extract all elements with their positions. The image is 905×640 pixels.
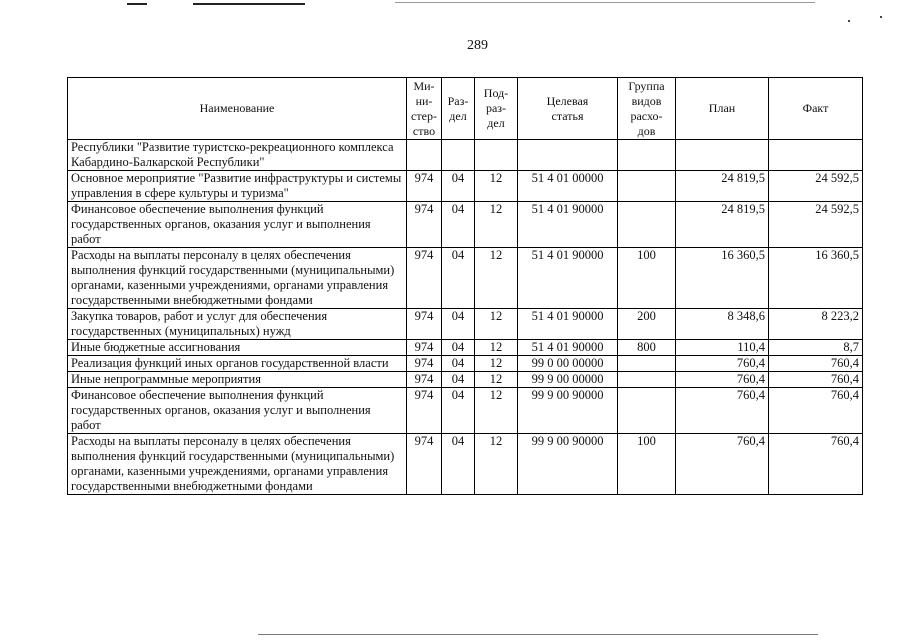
cell-target: 51 4 01 00000 [518, 171, 618, 202]
table-row [68, 171, 863, 202]
cell-ministry: 974 [407, 202, 442, 248]
cell-plan: 760,4 [676, 356, 769, 372]
cell-fact: 760,4 [769, 434, 863, 495]
cell-group: 100 [618, 248, 676, 309]
cell-section: 04 [442, 356, 475, 372]
scan-speck-2 [880, 16, 882, 18]
header-fact: Факт [769, 78, 863, 140]
cell-target: 51 4 01 90000 [518, 309, 618, 340]
cell-name: Расходы на выплаты персоналу в целях обеспечения выполнения функций государственными (муниципальными) органами, казенными учреждениями, органами управления государственными внебюджетными фондами [68, 248, 407, 309]
table-row [68, 248, 863, 309]
table-row [68, 309, 863, 340]
cell-section: 04 [442, 202, 475, 248]
scan-mark-top-2 [193, 3, 305, 5]
cell-ministry: 974 [407, 248, 442, 309]
budget-table [67, 77, 863, 495]
cell-target [518, 140, 618, 171]
cell-name: Финансовое обеспечение выполнения функций государственных органов, оказания услуг и выполнения работ [68, 388, 407, 434]
cell-ministry: 974 [407, 171, 442, 202]
cell-target: 99 9 00 00000 [518, 372, 618, 388]
cell-group [618, 202, 676, 248]
cell-section [442, 140, 475, 171]
cell-subsection: 12 [475, 248, 518, 309]
scan-speck-1 [848, 20, 850, 22]
header-group: Группа видов расхо- дов [618, 78, 676, 140]
cell-group [618, 388, 676, 434]
table-row [68, 340, 863, 356]
header-ministry: Ми- ни- стер- ство [407, 78, 442, 140]
cell-section: 04 [442, 340, 475, 356]
header-name: Наименование [68, 78, 407, 140]
cell-fact: 760,4 [769, 356, 863, 372]
cell-subsection: 12 [475, 372, 518, 388]
cell-target: 51 4 01 90000 [518, 248, 618, 309]
cell-group [618, 140, 676, 171]
cell-plan: 760,4 [676, 434, 769, 495]
header-section: Раз- дел [442, 78, 475, 140]
cell-fact: 24 592,5 [769, 202, 863, 248]
cell-subsection [475, 140, 518, 171]
cell-ministry: 974 [407, 434, 442, 495]
cell-plan: 24 819,5 [676, 202, 769, 248]
cell-name: Закупка товаров, работ и услуг для обеспечения государственных (муниципальных) нужд [68, 309, 407, 340]
cell-ministry: 974 [407, 356, 442, 372]
cell-ministry: 974 [407, 340, 442, 356]
cell-subsection: 12 [475, 434, 518, 495]
cell-fact: 760,4 [769, 372, 863, 388]
cell-ministry: 974 [407, 388, 442, 434]
cell-subsection: 12 [475, 171, 518, 202]
cell-name: Реализация функций иных органов государственной власти [68, 356, 407, 372]
page-number: 289 [467, 38, 488, 53]
cell-target: 99 0 00 00000 [518, 356, 618, 372]
cell-name: Основное мероприятие "Развитие инфраструктуры и системы управления в сфере культуры и туризма" [68, 171, 407, 202]
scan-mark-top-1 [127, 3, 147, 5]
cell-section: 04 [442, 309, 475, 340]
cell-subsection: 12 [475, 340, 518, 356]
cell-target: 99 9 00 90000 [518, 434, 618, 495]
header-plan: План [676, 78, 769, 140]
cell-plan: 24 819,5 [676, 171, 769, 202]
cell-plan: 760,4 [676, 388, 769, 434]
cell-name: Расходы на выплаты персоналу в целях обеспечения выполнения функций государственными (муниципальными) органами, казенными учреждениями, органами управления государственными внебюджетными фондами [68, 434, 407, 495]
cell-group: 800 [618, 340, 676, 356]
cell-name: Финансовое обеспечение выполнения функций государственных органов, оказания услуг и выполнения работ [68, 202, 407, 248]
cell-fact: 8,7 [769, 340, 863, 356]
cell-name: Республики "Развитие туристско-рекреационного комплекса Кабардино-Балкарской Республики" [68, 140, 407, 171]
header-target: Целевая статья [518, 78, 618, 140]
table-row [68, 372, 863, 388]
cell-subsection: 12 [475, 388, 518, 434]
scan-mark-top-3 [395, 2, 815, 3]
cell-fact [769, 140, 863, 171]
table-row [68, 388, 863, 434]
cell-target: 51 4 01 90000 [518, 340, 618, 356]
cell-section: 04 [442, 248, 475, 309]
cell-group [618, 356, 676, 372]
header-row [68, 78, 863, 140]
cell-plan: 110,4 [676, 340, 769, 356]
cell-subsection: 12 [475, 356, 518, 372]
cell-group [618, 372, 676, 388]
cell-fact: 16 360,5 [769, 248, 863, 309]
cell-fact: 24 592,5 [769, 171, 863, 202]
cell-ministry: 974 [407, 372, 442, 388]
cell-ministry [407, 140, 442, 171]
table-row [68, 356, 863, 372]
cell-section: 04 [442, 372, 475, 388]
cell-name: Иные непрограммные мероприятия [68, 372, 407, 388]
cell-plan: 8 348,6 [676, 309, 769, 340]
cell-subsection: 12 [475, 202, 518, 248]
cell-section: 04 [442, 434, 475, 495]
cell-group: 100 [618, 434, 676, 495]
header-subsection: Под- раз- дел [475, 78, 518, 140]
cell-name: Иные бюджетные ассигнования [68, 340, 407, 356]
scan-mark-bottom [258, 634, 818, 635]
cell-fact: 760,4 [769, 388, 863, 434]
cell-fact: 8 223,2 [769, 309, 863, 340]
cell-target: 99 9 00 90000 [518, 388, 618, 434]
table-row [68, 202, 863, 248]
cell-group: 200 [618, 309, 676, 340]
cell-plan: 16 360,5 [676, 248, 769, 309]
table-row [68, 140, 863, 171]
cell-group [618, 171, 676, 202]
cell-subsection: 12 [475, 309, 518, 340]
cell-section: 04 [442, 171, 475, 202]
cell-plan: 760,4 [676, 372, 769, 388]
cell-ministry: 974 [407, 309, 442, 340]
cell-plan [676, 140, 769, 171]
cell-section: 04 [442, 388, 475, 434]
cell-target: 51 4 01 90000 [518, 202, 618, 248]
table-row [68, 434, 863, 495]
